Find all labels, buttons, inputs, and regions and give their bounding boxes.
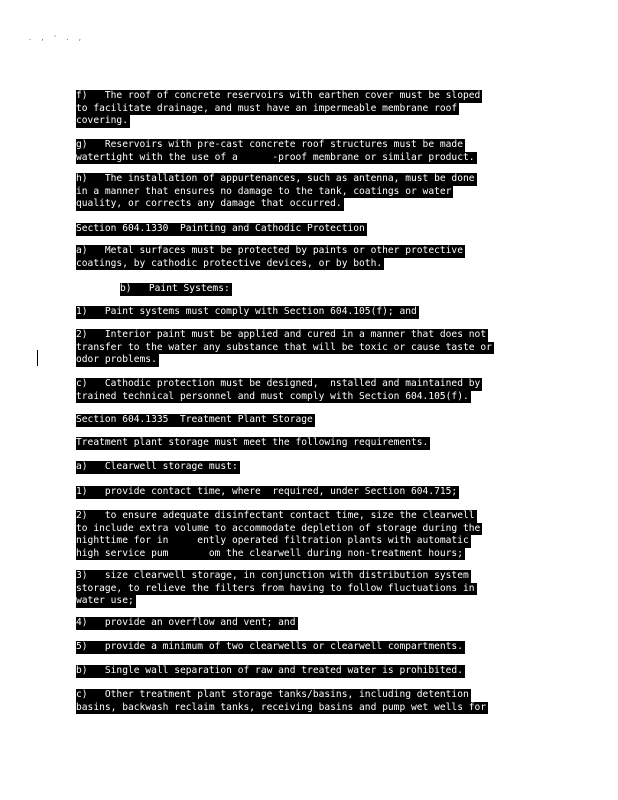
text-line: a) Metal surfaces must be protected by paints or other protective [76,245,463,256]
text-line: f) The roof of concrete reservoirs with earthen cover must be sloped [76,90,481,101]
text-line: odor problems. [76,354,157,365]
section-title: Section 604.1335 Treatment Plant Storage [76,414,313,425]
paragraph-b-wall [76,665,465,678]
text-line: storage, to relieve the filters from having to follow fluctuations in [76,582,475,594]
text-line: to facilitate drainage, and must have an impermeable membrane roof [76,102,458,114]
paragraph-c-other [76,689,488,714]
text-line: 5) provide a minimum of two clearwells or clearwell compartments. [76,641,463,652]
section-title: Section 604.1330 Painting and Cathodic Protection [76,223,365,234]
paragraph-intro [76,437,430,450]
text-line: c) Cathodic protection must be designed, nstalled and maintained by [76,378,481,389]
text-line: Treatment plant storage must meet the following requirements. [76,437,429,448]
text-line: c) Other treatment plant storage tanks/basins, including detention [76,689,469,700]
paragraph-2-interior [76,329,494,367]
text-line: trained technical personnel and must comply with Section 604.105(f). [76,390,469,402]
section-heading-1330 [76,223,367,236]
section-heading-1335 [76,414,315,427]
paragraph-g [76,139,477,164]
text-line: coatings, by cathodic protective devices, or by both. [76,257,383,269]
text-line: b) Paint Systems: [120,283,230,294]
text-line: a) Clearwell storage must: [76,461,238,472]
paragraph-1-paint [76,306,419,319]
text-line: basins, backwash reclaim tanks, receiving basins and pump wet wells for [76,701,487,713]
text-line: nighttime for in ently operated filtration plants with automatic [76,535,469,546]
scan-specks: . , ' . , [28,34,84,42]
text-line: water use; [76,595,134,606]
paragraph-c-cathodic [76,378,482,403]
text-line: transfer to the water any substance that will be toxic or cause taste or [76,341,492,353]
text-line: 2) to ensure adequate disinfectant contact time, size the clearwell [76,510,475,521]
text-line: in a manner that ensures no damage to the tank, coatings or water [76,185,452,197]
text-line: g) Reservoirs with pre-cast concrete roof structures must be made [76,139,463,150]
paragraph-2-size [76,510,482,560]
paragraph-1-contact [76,486,459,499]
paragraph-a-clearwell [76,461,240,474]
paragraph-b-paint [120,283,232,296]
text-line: h) The installation of appurtenances, such as antenna, must be done [76,173,475,184]
paragraph-4-overflow [76,617,298,630]
paragraph-a-metal [76,245,465,270]
paragraph-f [76,90,482,128]
text-line: quality, or corrects any damage that occurred. [76,198,342,209]
text-line: high service pum om the clearwell during non-treatment hours; [76,547,463,559]
paragraph-5-minimum [76,641,465,654]
paragraph-h [76,173,477,211]
text-line: 3) size clearwell storage, in conjunction with distribution system [76,570,469,581]
text-line: covering. [76,115,128,126]
text-line: 1) Paint systems must comply with Section 604.105(f); and [76,306,417,317]
text-line: 1) provide contact time, where required, under Section 604.715; [76,486,458,497]
paragraph-3-size [76,570,477,608]
margin-mark [37,350,38,366]
text-line: 2) Interior paint must be applied and cured in a manner that does not [76,329,487,340]
text-line: to include extra volume to accommodate depletion of storage during the [76,522,481,534]
text-line: watertight with the use of a -proof membrane or similar product. [76,151,475,163]
text-line: 4) provide an overflow and vent; and [76,617,296,628]
text-line: b) Single wall separation of raw and treated water is prohibited. [76,665,463,676]
